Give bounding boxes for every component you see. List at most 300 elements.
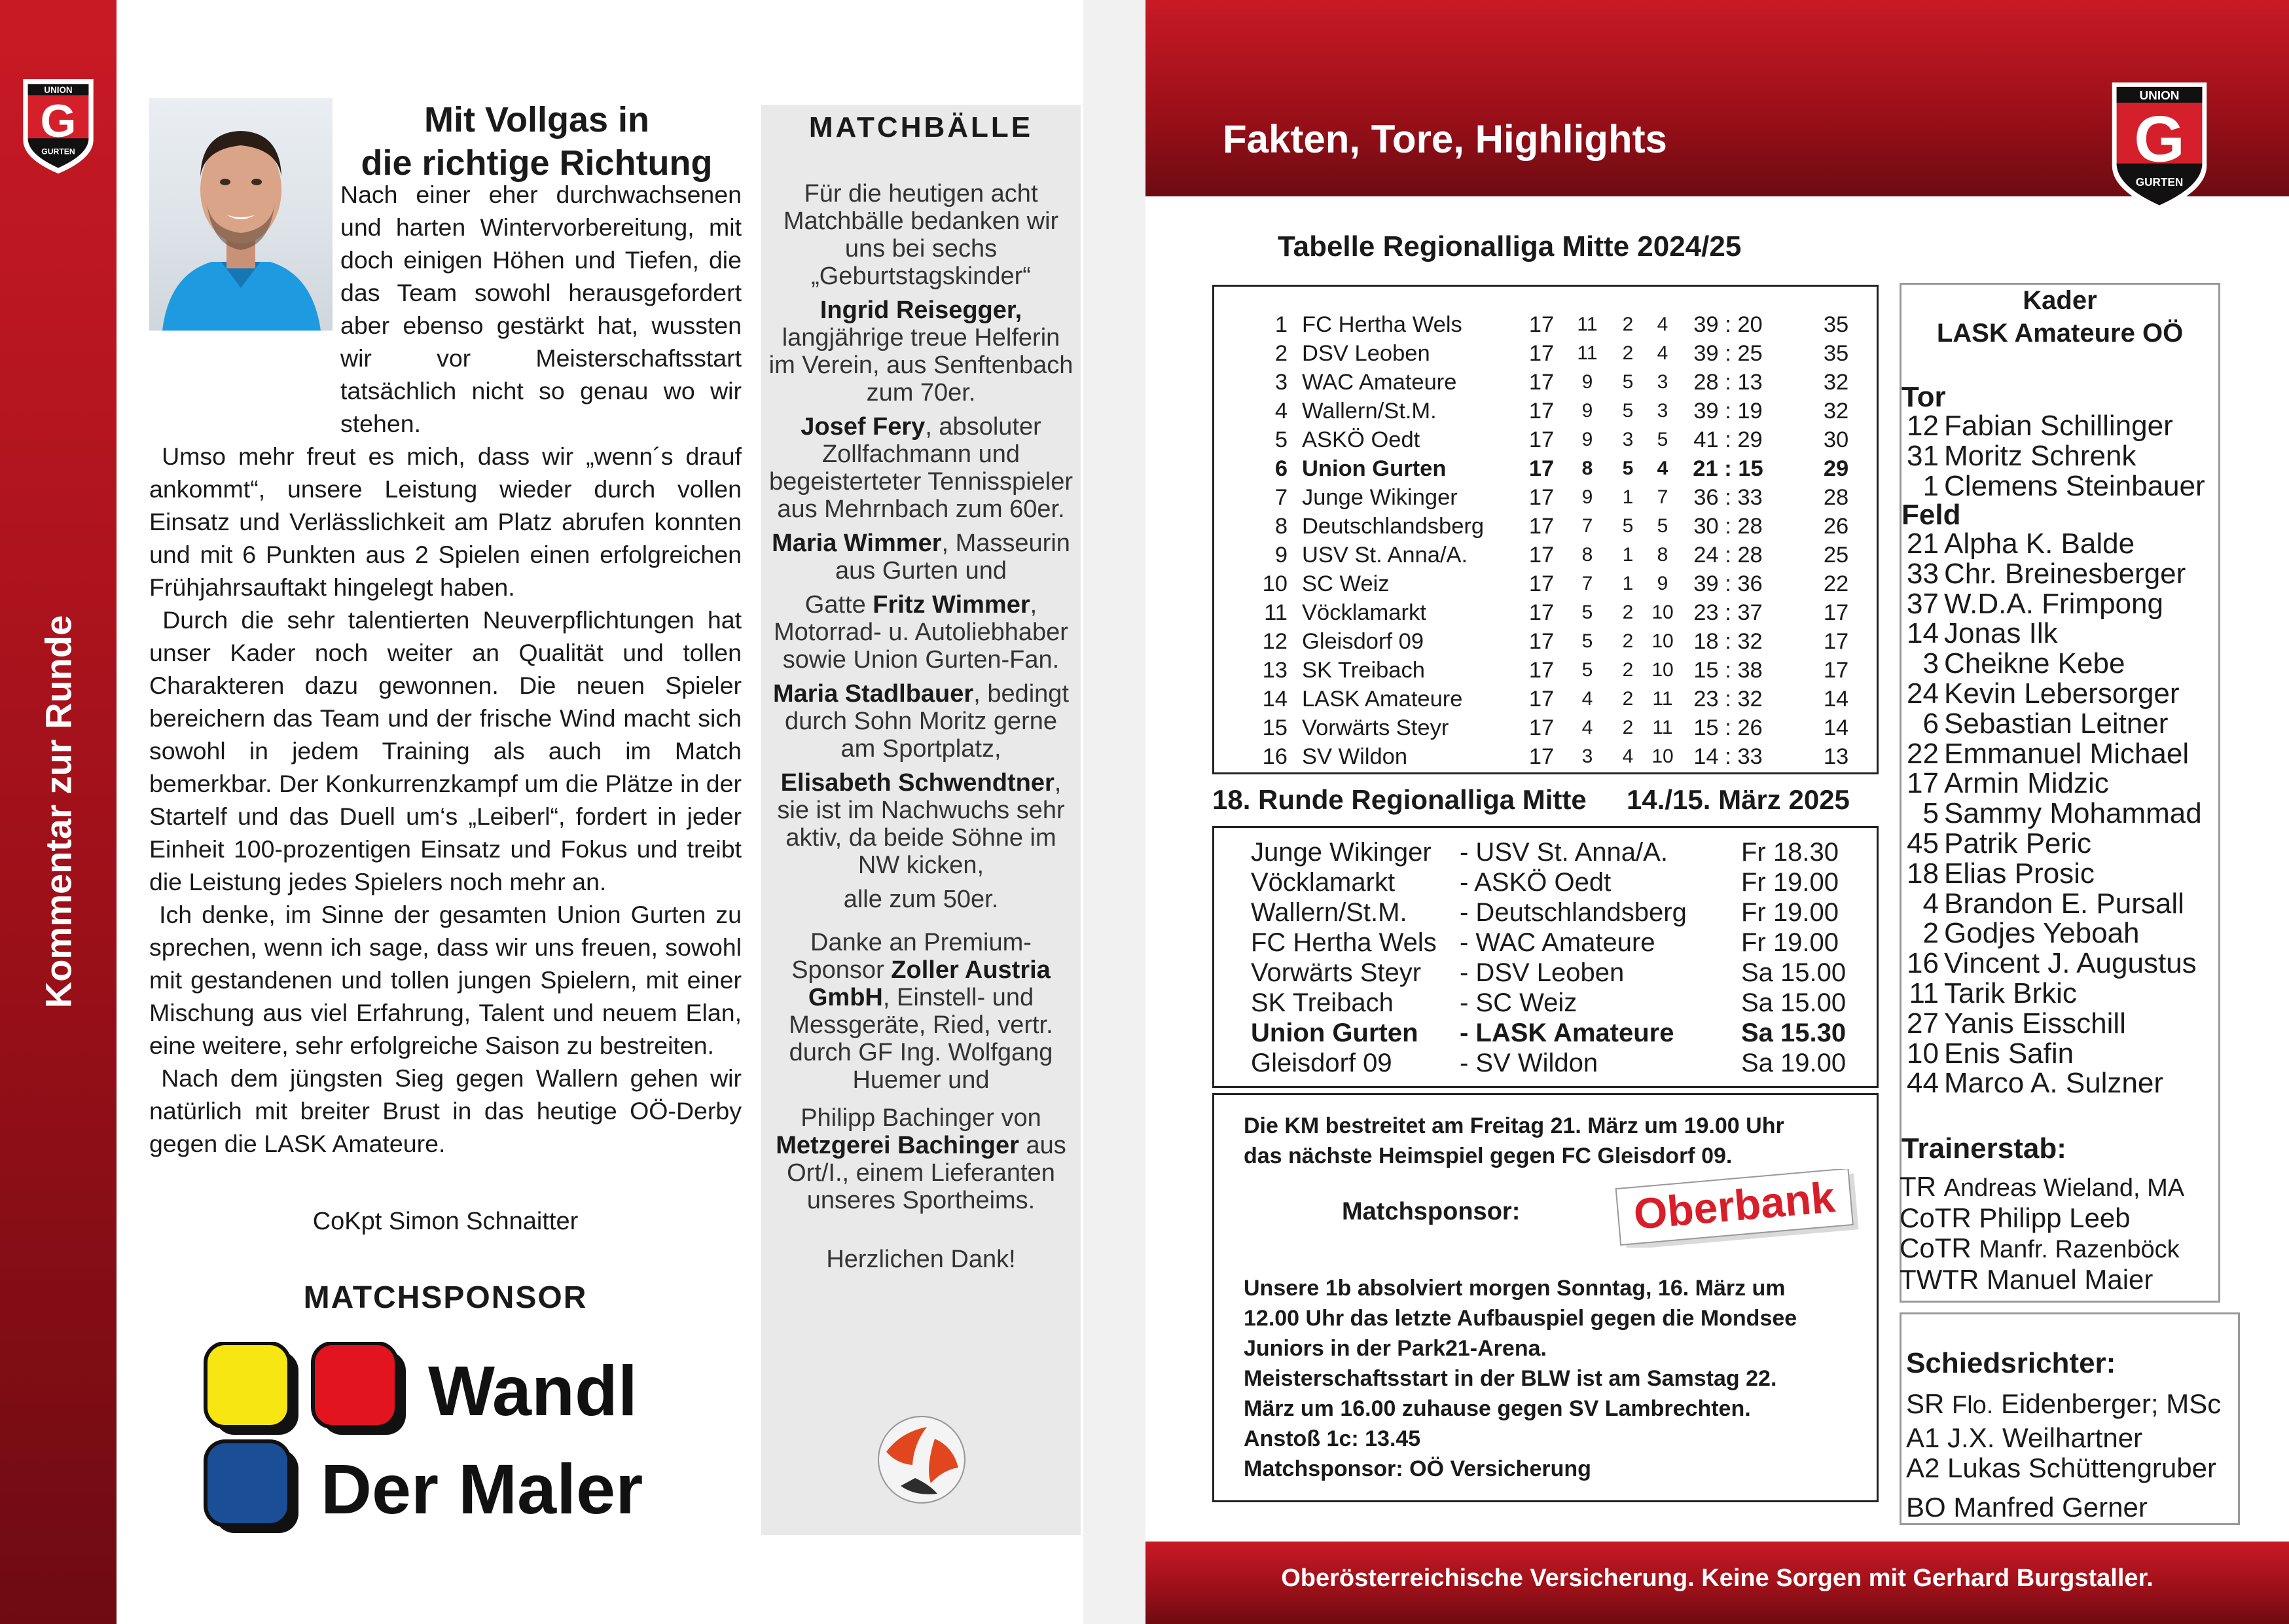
- field-heading: Feld: [1901, 499, 1961, 531]
- table-row: [1214, 569, 1877, 598]
- matchballs-heading: MATCHBÄLLE: [808, 111, 1034, 143]
- goals-for: 14: [1693, 744, 1719, 769]
- table-losses: 5: [1657, 515, 1668, 537]
- table-team: LASK Amateure: [1302, 687, 1463, 712]
- table-goals: 15 : 26: [1693, 715, 1763, 740]
- squad-name: Godjes Yeboah: [1944, 917, 2140, 950]
- table-goals: 21 : 15: [1693, 456, 1763, 481]
- table-draws: 2: [1622, 602, 1634, 623]
- goals-against: 32: [1737, 629, 1763, 654]
- referee-row: A2 Lukas Schüttengruber: [1906, 1453, 2216, 1483]
- staff-name: Manuel Maier: [1986, 1264, 2154, 1295]
- note-line: Unsere 1b absolviert morgen Sonntag, 16. März um: [1244, 1276, 1786, 1301]
- goals-for: 18: [1693, 629, 1719, 654]
- note-line: Matchsponsor: OÖ Versicherung: [1244, 1456, 1591, 1481]
- fixture-home-team: Junge Wikinger: [1251, 838, 1432, 867]
- note-line: Anstoß 1c: 13.45: [1244, 1426, 1421, 1451]
- sponsor-name: Metzgerei Bachinger: [776, 1132, 1019, 1159]
- table-played: 17: [1528, 399, 1555, 424]
- fixture-row: [1214, 928, 1877, 958]
- sponsor-logo-wandl: [203, 1342, 674, 1538]
- round-date: 14./15. März 2025: [1627, 784, 1850, 815]
- matchballs-entry: [766, 929, 1076, 1094]
- referee-row: [1906, 1386, 2221, 1423]
- table-played: 17: [1528, 658, 1555, 683]
- table-team: Vorwärts Steyr: [1302, 715, 1449, 740]
- table-points: 22: [1823, 571, 1849, 596]
- fixture-time: Sa 15.30: [1741, 1019, 1847, 1047]
- table-team: Vöcklamarkt: [1302, 600, 1426, 625]
- svg-text:G: G: [2134, 103, 2185, 176]
- squad-player-row: [1900, 768, 2109, 799]
- table-position: 11: [1264, 600, 1288, 625]
- person-text: , sie ist im Nachwuchs sehr aktiv, da beide Söhne im NW kicken,: [777, 769, 1065, 879]
- goals-for: 28: [1693, 370, 1719, 395]
- goals-against: 32: [1737, 687, 1763, 712]
- table-team: ASKÖ Oedt: [1302, 427, 1420, 452]
- squad-name: Armin Midzic: [1944, 767, 2109, 800]
- goals-against: 26: [1737, 715, 1763, 740]
- table-team: DSV Leoben: [1302, 341, 1430, 366]
- table-wins: 11: [1577, 342, 1598, 364]
- table-wins: 4: [1581, 717, 1593, 738]
- table-played: 17: [1528, 341, 1555, 366]
- svg-text:G: G: [40, 94, 77, 147]
- commentary-paragraph-text: Umso mehr freut es mich, dass wir „wenn´s drauf ankommt“, unsere Leistung wieder durch vollen Einsatz und Verlässlichkeit am Platz abrufen konnten und mit 6 Punkten aus 2 Spielen einen erfolgreichen Frühjahrsauftakt hingelegt haben.: [149, 442, 742, 601]
- matchballs-entry: [766, 530, 1076, 585]
- table-points: 26: [1823, 514, 1849, 539]
- squad-number: 14: [1907, 617, 1939, 650]
- matchballs-entry: [766, 769, 1076, 879]
- table-row: [1214, 713, 1877, 742]
- table-goals: 39 : 36: [1693, 571, 1763, 596]
- person-text: , bedingt durch Sohn Moritz gerne am Sportplatz,: [784, 680, 1069, 763]
- svg-text:UNION: UNION: [44, 84, 73, 95]
- table-draws: 1: [1622, 573, 1634, 594]
- commentary-paragraph-text: Durch die sehr talentierten Neuverpflichtungen hat unser Kader noch weiter an Qualität und tollen Charakteren dazu gewonnen. Die neuen Spieler bereichern das Team und der frische Wind macht sich sowohl in jedem Training als auch im Match bemerkbar. Der Konkurrenzkampf um die Plätze in der Startelf und das Duell um‘s „Leiberl“, fordert in jeder Einheit 100-prozentigen Einsatz und Fokus und treibt die Leistung jedes Spielers noch mehr an.: [149, 606, 742, 895]
- table-played: 17: [1528, 744, 1555, 769]
- km-note-line: das nächste Heimspiel gegen FC Gleisdorf 09.: [1244, 1144, 1733, 1168]
- squad-name: Yanis Eisschill: [1944, 1007, 2126, 1039]
- squad-name: Brandon E. Pursall: [1944, 887, 2184, 920]
- commentary-paragraph: [149, 898, 742, 1062]
- squad-number: 18: [1907, 857, 1939, 890]
- fixture-away-team: - LASK Amateure: [1460, 1019, 1674, 1047]
- table-position: 3: [1274, 370, 1288, 395]
- table-goals: 30 : 28: [1693, 514, 1763, 539]
- table-points: 13: [1823, 744, 1849, 769]
- goals-for: 36: [1693, 485, 1719, 510]
- fixture-away-team: - WAC Amateure: [1460, 928, 1655, 957]
- table-position: 9: [1274, 543, 1288, 568]
- squad-number: 21: [1907, 528, 1939, 560]
- table-losses: 10: [1651, 659, 1674, 681]
- table-goals: 18 : 32: [1693, 629, 1763, 654]
- table-team: Union Gurten: [1302, 456, 1447, 481]
- table-points: 25: [1823, 543, 1849, 568]
- table-points: 14: [1823, 715, 1849, 740]
- table-draws: 5: [1622, 400, 1634, 422]
- squad-title-line1: Kader: [2023, 286, 2097, 315]
- goals-against: 29: [1737, 427, 1763, 452]
- oberbank-logo: [1613, 1169, 1864, 1248]
- table-position: 15: [1262, 715, 1288, 740]
- squad-player-row: [1900, 441, 2136, 471]
- matchballs-intro: Für die heutigen acht Matchbälle bedanken wir uns bei sechs „Geburtstagskinder“: [783, 180, 1059, 290]
- fixture-home-team: Union Gurten: [1251, 1019, 1418, 1047]
- goals-against: 28: [1737, 543, 1763, 568]
- squad-name: Emmanuel Michael: [1944, 737, 2190, 770]
- fixtures-list: [1212, 826, 1879, 1088]
- table-points: 17: [1823, 600, 1849, 625]
- table-draws: 1: [1622, 486, 1634, 508]
- squad-name: W.D.A. Frimpong: [1944, 587, 2163, 620]
- table-points: 17: [1823, 658, 1849, 683]
- squad-player-row: [1900, 709, 2168, 739]
- svg-text:Oberbank: Oberbank: [1631, 1172, 1837, 1238]
- fixture-time: Fr 18.30: [1741, 838, 1839, 867]
- squad-player-row: [1900, 859, 2095, 889]
- staff-role: CoTR: [1900, 1202, 1979, 1233]
- staff-role: TR: [1900, 1171, 1944, 1202]
- squad-player-row: [1900, 918, 2140, 948]
- squad-player-row: [1900, 1009, 2126, 1039]
- squad-name: Clemens Steinbauer: [1944, 469, 2205, 502]
- table-row: [1214, 368, 1877, 397]
- squad-title: [1900, 283, 2220, 350]
- table-points: 30: [1823, 427, 1849, 452]
- table-row: [1214, 454, 1877, 483]
- table-team: SV Wildon: [1302, 744, 1408, 769]
- fixture-away-team: - SC Weiz: [1460, 988, 1577, 1017]
- commentary-signature: CoKpt Simon Schnaitter: [312, 1208, 579, 1235]
- side-title: Kommentar zur Runde: [37, 615, 79, 1009]
- table-position: 12: [1262, 629, 1288, 654]
- table-losses: 11: [1652, 717, 1673, 738]
- fixture-home-team: FC Hertha Wels: [1251, 928, 1437, 957]
- referee-name: Eidenberger; MSc: [1993, 1388, 2222, 1419]
- table-goals: 15 : 38: [1693, 658, 1763, 683]
- fixture-home-team: Gleisdorf 09: [1251, 1049, 1392, 1077]
- table-played: 17: [1528, 629, 1555, 654]
- squad-number: 11: [1909, 977, 1939, 1009]
- table-goals: 14 : 33: [1693, 744, 1763, 769]
- round-title: 18. Runde Regionalliga Mitte: [1212, 784, 1587, 815]
- fixture-time: Sa 15.00: [1741, 988, 1847, 1017]
- squad-name: Fabian Schillinger: [1944, 410, 2173, 442]
- table-wins: 4: [1581, 688, 1593, 710]
- football-icon: [874, 1413, 969, 1507]
- staff-heading: Trainerstab:: [1901, 1132, 2066, 1164]
- table-row: [1214, 541, 1877, 569]
- squad-player-row: [1900, 529, 2135, 559]
- table-losses: 4: [1657, 314, 1668, 335]
- table-wins: 3: [1581, 746, 1593, 767]
- fixture-row: [1214, 1018, 1877, 1048]
- table-team: Deutschlandsberg: [1302, 514, 1485, 539]
- person-name: Ingrid Reisegger,: [820, 297, 1022, 324]
- table-draws: 1: [1622, 544, 1634, 566]
- squad-player-row: [1900, 948, 2197, 979]
- commentary-paragraph: [149, 440, 742, 604]
- team-1b-note: [1244, 1273, 1872, 1484]
- squad-name: Kevin Lebersorger: [1944, 677, 2180, 710]
- table-wins: 9: [1581, 486, 1593, 508]
- commentary-title-line1: Mit Vollgas in: [424, 100, 649, 139]
- table-draws: 3: [1622, 429, 1634, 450]
- table-played: 17: [1528, 456, 1555, 481]
- table-losses: 7: [1657, 486, 1668, 508]
- km-note-line: Die KM bestreitet am Freitag 21. März um 19.00 Uhr: [1244, 1113, 1784, 1138]
- table-wins: 5: [1581, 602, 1593, 623]
- svg-text:UNION: UNION: [2139, 88, 2180, 103]
- fixture-row: [1214, 1048, 1877, 1078]
- union-gurten-logo-right: [2103, 77, 2216, 216]
- goals-for: 15: [1693, 658, 1719, 683]
- goals-against: 28: [1737, 514, 1763, 539]
- sponsor-text: , Einstell- und Messgeräte, Ried, vertr. durch GF Ing. Wolfgang Huemer und: [789, 984, 1053, 1094]
- table-row: [1214, 598, 1877, 627]
- referee-row: BO Manfred Gerner: [1906, 1492, 2148, 1523]
- union-gurten-logo-left: [18, 77, 98, 175]
- goals-for: 15: [1693, 715, 1719, 740]
- commentary-title-line2: die richtige Richtung: [361, 143, 713, 183]
- table-wins: 5: [1581, 659, 1593, 681]
- fixture-time: Fr 19.00: [1741, 928, 1839, 957]
- sponsor-name: Zoller Austria GmbH: [808, 956, 1051, 1011]
- table-position: 5: [1274, 427, 1288, 452]
- league-table-title: Tabelle Regionalliga Mitte 2024/25: [1278, 230, 1742, 262]
- squad-name: Chr. Breinesberger: [1944, 557, 2186, 590]
- squad-name: Elias Prosic: [1944, 857, 2095, 890]
- squad-name: Tarik Brkic: [1944, 977, 2077, 1009]
- table-wins: 11: [1577, 314, 1598, 335]
- table-row: [1214, 425, 1877, 454]
- commentary-title: [340, 98, 733, 185]
- matchballs-entry: [766, 591, 1076, 674]
- squad-number: 44: [1907, 1067, 1939, 1100]
- table-goals: 39 : 25: [1693, 341, 1763, 366]
- staff-role: CoTR: [1900, 1233, 1979, 1263]
- table-draws: 2: [1622, 717, 1634, 738]
- person-text: langjährige treue Helferin im Verein, aus Senftenbach zum 70er.: [768, 324, 1073, 406]
- table-draws: 2: [1622, 314, 1634, 335]
- table-wins: 9: [1581, 400, 1593, 422]
- table-points: 32: [1823, 370, 1849, 395]
- table-goals: 41 : 29: [1693, 427, 1763, 452]
- svg-text:Wandl: Wandl: [428, 1351, 638, 1430]
- table-draws: 2: [1622, 630, 1634, 652]
- table-draws: 2: [1622, 342, 1634, 364]
- staff-name: Philipp Leeb: [1979, 1202, 2131, 1233]
- squad-player-row: [1900, 1068, 2163, 1098]
- squad-player-row: [1900, 739, 2189, 769]
- squad-name: Patrik Peric: [1944, 827, 2091, 859]
- squad-player-row: [1900, 679, 2180, 709]
- staff-name: Manfr. Razenböck: [1979, 1236, 2180, 1263]
- staff-row: [1900, 1233, 2184, 1265]
- svg-text:Der Maler: Der Maler: [321, 1449, 643, 1528]
- squad-player-row: [1900, 619, 2058, 649]
- svg-text:GURTEN: GURTEN: [41, 147, 75, 156]
- table-losses: 10: [1651, 630, 1674, 652]
- table-team: WAC Amateure: [1302, 370, 1457, 395]
- right-header-title: Fakten, Tore, Highlights: [1223, 117, 1667, 161]
- fixture-time: Fr 19.00: [1741, 868, 1839, 897]
- table-points: 29: [1823, 456, 1849, 481]
- fixture-time: Sa 19.00: [1741, 1049, 1847, 1077]
- fixture-time: Fr 19.00: [1741, 898, 1839, 927]
- squad-number: 22: [1907, 737, 1939, 770]
- squad-number: 3: [1922, 647, 1939, 680]
- table-wins: 7: [1581, 573, 1593, 594]
- squad-number: 12: [1907, 410, 1939, 442]
- squad-name: Cheikne Kebe: [1944, 647, 2125, 680]
- table-draws: 4: [1622, 746, 1634, 767]
- table-draws: 5: [1622, 515, 1634, 537]
- person-name: Fritz Wimmer: [873, 591, 1030, 619]
- squad-number: 10: [1907, 1037, 1939, 1070]
- squad-name: Vincent J. Augustus: [1944, 947, 2197, 980]
- goalkeeper-heading: Tor: [1901, 381, 1946, 413]
- goals-against: 19: [1737, 399, 1763, 424]
- goals-for: 23: [1693, 600, 1719, 625]
- table-losses: 11: [1652, 688, 1673, 710]
- squad-number: 2: [1922, 917, 1939, 950]
- squad-number: 4: [1922, 887, 1939, 920]
- matchsponsor-label: Matchsponsor:: [1342, 1198, 1521, 1225]
- squad-number: 31: [1907, 439, 1939, 472]
- table-row: [1214, 483, 1877, 512]
- commentary-paragraph: [149, 1062, 742, 1160]
- squad-name: Enis Safin: [1944, 1037, 2074, 1070]
- squad-name: Moritz Schrenk: [1944, 439, 2136, 472]
- sponsor-prefix: Danke an Premium-Sponsor: [791, 929, 1032, 984]
- matchballs-entry: [766, 413, 1076, 523]
- table-goals: 36 : 33: [1693, 485, 1763, 510]
- table-goals: 24 : 28: [1693, 543, 1763, 568]
- squad-player-row: [1900, 799, 2202, 829]
- goals-against: 25: [1737, 341, 1763, 366]
- goals-for: 24: [1693, 543, 1719, 568]
- goals-for: 39: [1693, 399, 1719, 424]
- fixture-away-team: - SV Wildon: [1460, 1049, 1598, 1077]
- table-wins: 7: [1581, 515, 1593, 537]
- squad-player-row: [1900, 471, 2205, 501]
- table-position: 8: [1274, 514, 1288, 539]
- table-team: SC Weiz: [1302, 571, 1390, 596]
- table-position: 14: [1262, 687, 1288, 712]
- goals-for: 39: [1693, 571, 1719, 596]
- table-played: 17: [1528, 600, 1555, 625]
- fixture-row: [1214, 897, 1877, 928]
- note-line: 12.00 Uhr das letzte Aufbauspiel gegen die Mondsee: [1244, 1306, 1797, 1331]
- squad-player-row: [1900, 649, 2125, 679]
- squad-name: Jonas Ilk: [1944, 617, 2058, 650]
- table-position: 1: [1274, 312, 1288, 337]
- table-played: 17: [1528, 427, 1555, 452]
- table-position: 16: [1262, 744, 1288, 769]
- table-wins: 5: [1581, 630, 1593, 652]
- fixture-row: [1214, 958, 1877, 988]
- table-draws: 2: [1622, 659, 1634, 681]
- person-name: Elisabeth Schwendtner: [780, 769, 1054, 797]
- goals-against: 20: [1737, 312, 1763, 337]
- table-points: 28: [1823, 485, 1849, 510]
- fixture-row: [1214, 867, 1877, 897]
- fixture-home-team: Vöcklamarkt: [1251, 868, 1396, 897]
- staff-row: [1900, 1203, 2184, 1233]
- table-losses: 9: [1657, 573, 1668, 594]
- fixture-home-team: SK Treibach: [1251, 988, 1394, 1017]
- squad-player-row: [1900, 889, 2184, 919]
- league-table: [1212, 285, 1879, 774]
- table-position: 6: [1274, 456, 1288, 481]
- squad-player-row: [1900, 1039, 2074, 1069]
- person-text: , Motorrad- u. Autoliebhaber sowie Union Gurten-Fan.: [774, 591, 1068, 674]
- squad-number: 6: [1922, 707, 1939, 740]
- table-played: 17: [1528, 514, 1555, 539]
- sponsor-prefix: Philipp Bachinger von: [801, 1104, 1041, 1132]
- person-name: Maria Stadlbauer: [772, 680, 974, 708]
- person-name: Josef Fery: [801, 413, 926, 441]
- squad-number: 17: [1907, 767, 1939, 800]
- goals-for: 41: [1693, 427, 1719, 452]
- table-draws: 5: [1622, 371, 1634, 393]
- table-position: 13: [1262, 658, 1288, 683]
- table-row: [1214, 512, 1877, 541]
- referees-heading: Schiedsrichter:: [1906, 1347, 2116, 1379]
- goals-for: 39: [1693, 341, 1719, 366]
- fixture-row: [1214, 837, 1877, 867]
- table-row: [1214, 685, 1877, 713]
- table-points: 32: [1823, 399, 1849, 424]
- table-team: SK Treibach: [1302, 658, 1425, 683]
- commentary-paragraph-text: Nach dem jüngsten Sieg gegen Wallern gehen wir natürlich mit breiter Brust in das heutige OÖ-Derby gegen die LASK Amateure.: [149, 1064, 742, 1157]
- table-played: 17: [1528, 687, 1555, 712]
- table-team: Gleisdorf 09: [1302, 629, 1424, 654]
- table-wins: 9: [1581, 429, 1593, 450]
- table-team: USV St. Anna/A.: [1302, 543, 1468, 568]
- fixture-away-team: - ASKÖ Oedt: [1460, 868, 1612, 897]
- table-team: FC Hertha Wels: [1302, 312, 1462, 337]
- matchballs-entry: alle zum 50er.: [843, 886, 999, 913]
- table-team: Wallern/St.M.: [1302, 399, 1437, 424]
- person-text: , absoluter Zollfachmann und begeisterteter Tennisspieler aus Mehrnbach zum 60er.: [768, 413, 1073, 523]
- matchballs-thanks: Herzlichen Dank!: [826, 1246, 1016, 1273]
- table-row: [1214, 339, 1877, 368]
- table-goals: 39 : 19: [1693, 399, 1763, 424]
- table-played: 17: [1528, 485, 1555, 510]
- goals-against: 15: [1738, 456, 1763, 481]
- goals-for: 21: [1693, 456, 1718, 481]
- note-line: Meisterschaftsstart in der BLW ist am Samstag 22.: [1244, 1366, 1777, 1391]
- table-losses: 3: [1657, 400, 1668, 422]
- commentary-paragraph-text: Ich denke, im Sinne der gesamten Union Gurten zu sprechen, wenn ich sage, dass wir uns freuen, sowohl mit gestandenen und tollen jungen Spielern, mit einer Mischung aus viel Erfahrung, Talent und neuem Elan, eine weitere, sehr erfolgreiche Saison zu bestreiten.: [149, 901, 742, 1059]
- table-wins: 8: [1581, 544, 1593, 566]
- goals-against: 36: [1737, 571, 1763, 596]
- squad-number: 24: [1907, 677, 1939, 710]
- table-played: 17: [1528, 571, 1555, 596]
- squad-player-row: [1900, 829, 2091, 859]
- referees-list: [1906, 1386, 2221, 1525]
- goals-against: 33: [1737, 485, 1763, 510]
- squad-number: 1: [1922, 469, 1939, 502]
- fixture-away-team: - Deutschlandsberg: [1460, 898, 1687, 927]
- squad-player-row: [1900, 589, 2163, 619]
- staff-row: [1900, 1172, 2184, 1203]
- table-played: 17: [1528, 312, 1555, 337]
